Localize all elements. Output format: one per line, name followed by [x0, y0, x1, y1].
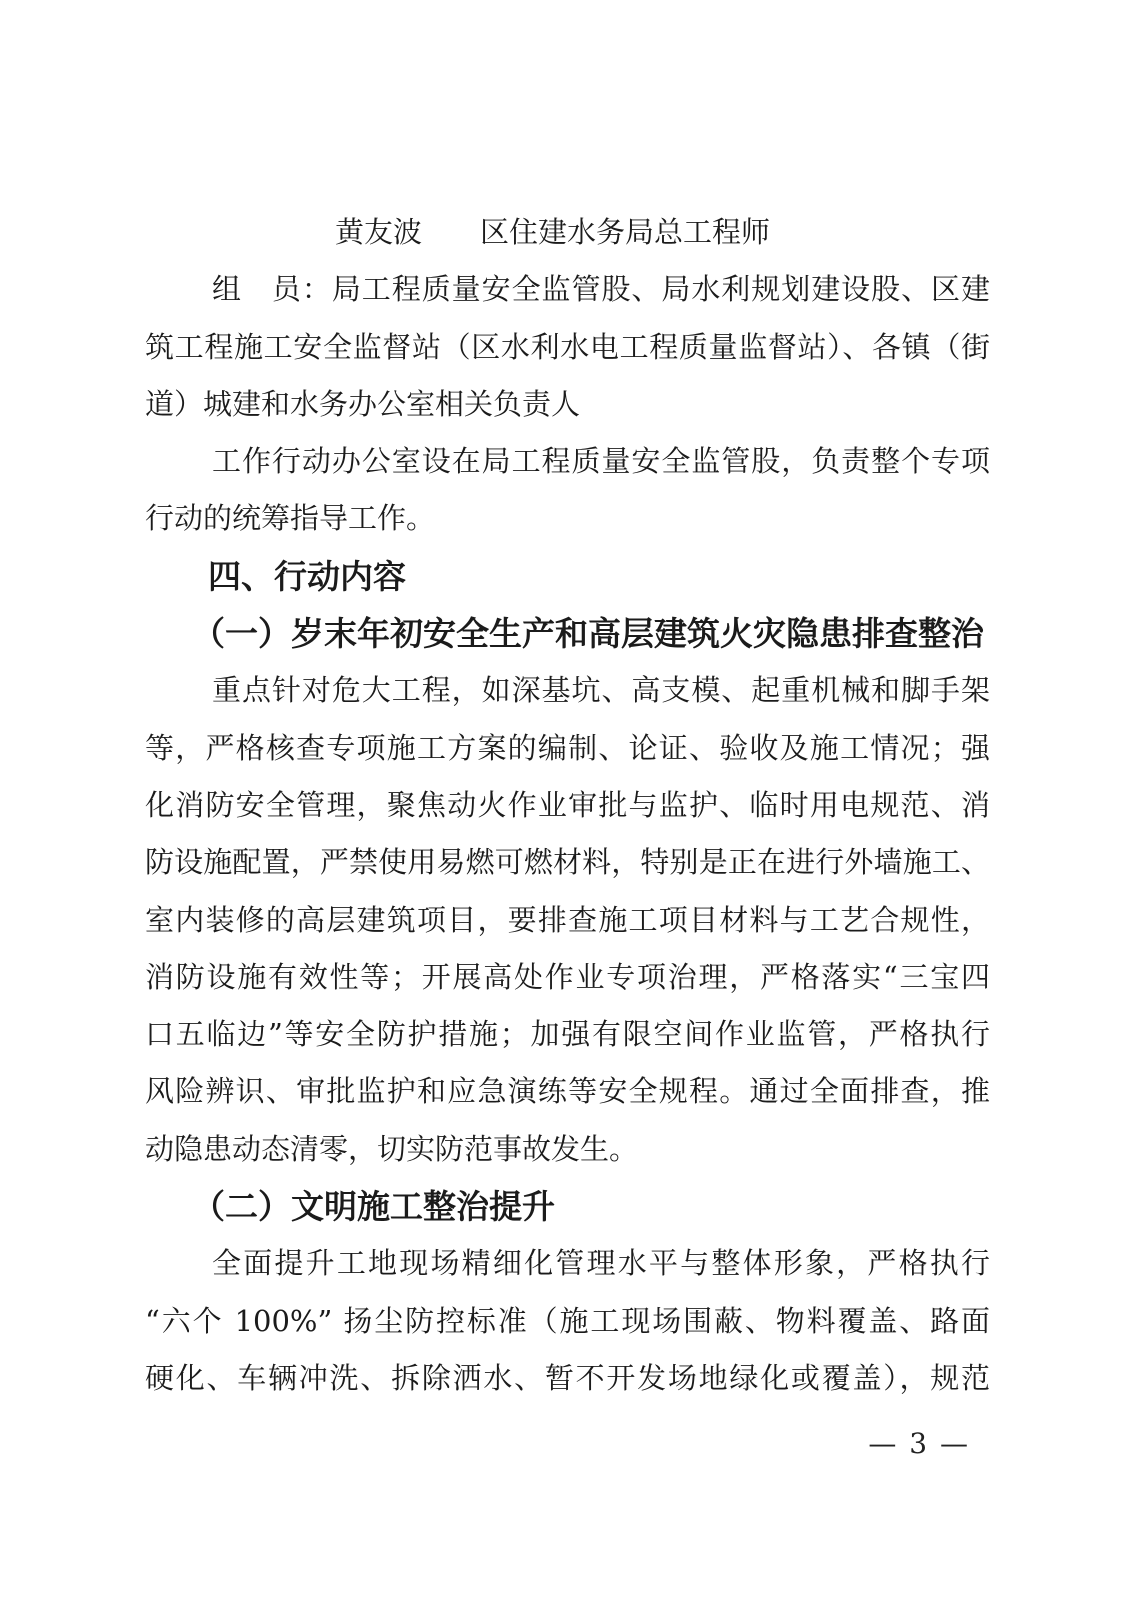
body-line: 化消防安全管理，聚焦动火作业审批与监护、临时用电规范、消 [145, 787, 990, 822]
body-line: 口五临边”等安全防护措施；加强有限空间作业监管，严格执行 [145, 1017, 990, 1052]
body-line: 防设施配置，严禁使用易燃可燃材料，特别是正在进行外墙施工、 [145, 845, 990, 880]
appointee-line: 黄友波 区住建水务局总工程师 [335, 215, 771, 249]
subsection-heading-1: （一）岁末年初安全生产和高层建筑火灾隐患排查整治 [192, 614, 984, 654]
office-paragraph-line: 行动的统筹指导工作。 [145, 501, 436, 536]
document-body [145, 204, 990, 1407]
section-heading: 四、行动内容 [208, 556, 406, 596]
body-line: 重点针对危大工程，如深基坑、高支模、起重机械和脚手架 [212, 673, 990, 708]
body-line: 室内装修的高层建筑项目，要排查施工项目材料与工艺合规性， [145, 902, 990, 937]
members-line: 筑工程施工安全监督站（区水利水电工程质量监督站）、各镇（街 [145, 329, 990, 364]
subsection-heading-2: （二）文明施工整治提升 [192, 1187, 555, 1227]
members-line: 组 员：局工程质量安全监管股、局水利规划建设股、区建 [212, 272, 990, 307]
body-line: 硬化、车辆冲洗、拆除洒水、暂不开发场地绿化或覆盖），规范 [145, 1360, 990, 1395]
body-line: “六个 100%” 扬尘防控标准（施工现场围蔽、物料覆盖、路面 [145, 1303, 990, 1338]
page-number: — 3 — [868, 1427, 970, 1460]
members-line: 道）城建和水务办公室相关负责人 [145, 386, 581, 421]
body-line: 消防设施有效性等；开展高处作业专项治理，严格落实“三宝四 [145, 959, 990, 994]
body-line: 全面提升工地现场精细化管理水平与整体形象，严格执行 [212, 1246, 990, 1281]
body-line: 动隐患动态清零，切实防范事故发生。 [145, 1131, 639, 1166]
body-line: 等，严格核查专项施工方案的编制、论证、验收及施工情况；强 [145, 730, 990, 765]
body-line: 风险辨识、审批监护和应急演练等安全规程。通过全面排查，推 [145, 1074, 990, 1109]
office-paragraph-line: 工作行动办公室设在局工程质量安全监管股，负责整个专项 [212, 444, 990, 479]
